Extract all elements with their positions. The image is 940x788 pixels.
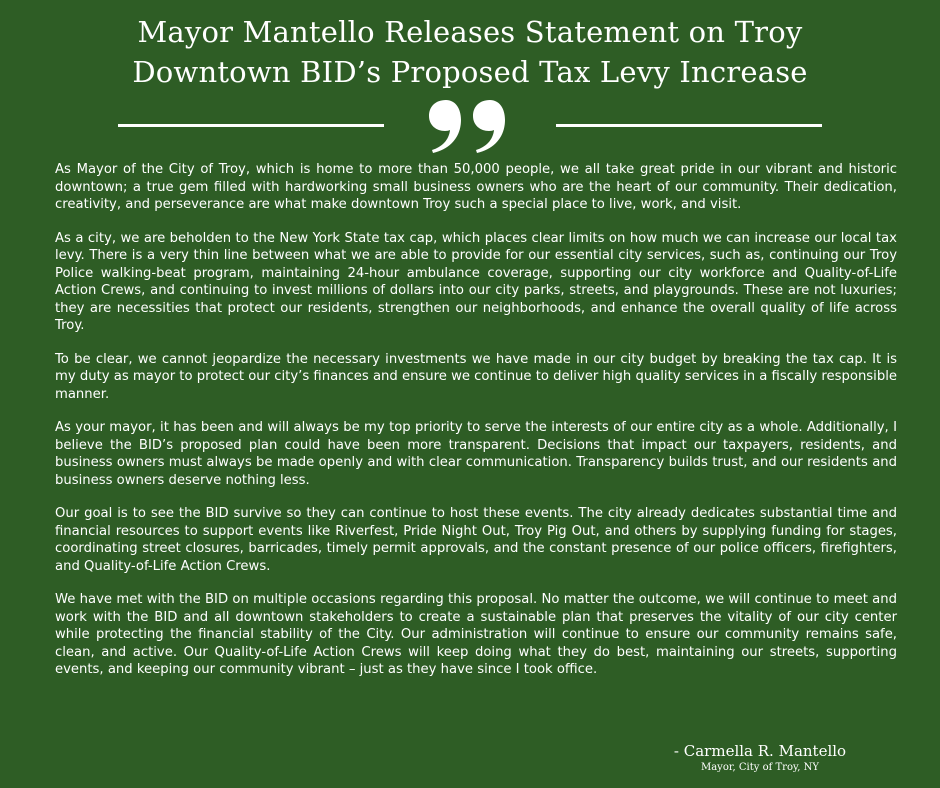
statement-paragraph: As a city, we are beholden to the New York State tax cap, which places clear limits on how much we can increase our local tax levy. There is a very thin line between what we are able to provide for our essential city services, such as, continuing our Troy Police walking-beat program, maintaining 24-hour ambulance coverage, supporting our city workforce and Quality-of-Life Action Crews, and continuing to invest millions of dollars into our city parks, streets, and playgrounds. These are not luxuries; they are necessities that protect our residents, strengthen our neighborhoods, and enhance the overall quality of life across Troy. bbox=[55, 230, 897, 333]
quote-divider bbox=[0, 96, 940, 156]
signature-title: Mayor, City of Troy, NY bbox=[700, 762, 819, 773]
title-line-2: Downtown BID’s Proposed Tax Levy Increase bbox=[132, 55, 808, 89]
statement-paragraph: Our goal is to see the BID survive so they can continue to host these events. The city already dedicates substantial time and financial resources to support events like Riverfest, Pride Night Out, Troy Pig Out, and others by supplying funding for stages, coordinating street closures, barricades, timely permit approvals, and the constant presence of our police officers, firefighters, and Quality-of-Life Action Crews. bbox=[55, 506, 897, 574]
statement-paragraph: We have met with the BID on multiple occasions regarding this proposal. No matter the outcome, we will continue to meet and work with the BID and all downtown stakeholders to create a sustainable plan that preserves the vitality of our city center while protecting the financial stability of the City. Our administration will continue to ensure our community remains safe, clean, and active. Our Quality-of-Life Action Crews will keep doing what they do best, maintaining our streets, supporting events, and keeping our community vibrant – just as they have since I took office. bbox=[55, 592, 897, 677]
statement-paragraph: To be clear, we cannot jeopardize the necessary investments we have made in our city budget by breaking the tax cap. It is my duty as mayor to protect our city’s finances and ensure we continue to deliver high quality services in a fiscally responsible manner. bbox=[55, 351, 897, 402]
divider-rule-left bbox=[118, 124, 384, 127]
statement-paragraph: As your mayor, it has been and will always be my top priority to serve the interests of our entire city as a whole. Additionally, I believe the BID’s proposed plan could have been more transparent. Decisions that impact our taxpayers, residents, and business owners must always be made openly and with clear communication. Transparency builds trust, and our residents and business owners deserve nothing less. bbox=[55, 420, 897, 488]
quote-marks-icon bbox=[427, 98, 515, 154]
page-title bbox=[0, 12, 940, 92]
divider-rule-right bbox=[556, 124, 822, 127]
statement-paragraph: As Mayor of the City of Troy, which is home to more than 50,000 people, we all take great pride in our vibrant and historic downtown; a true gem filled with hardworking small business owners who are the heart of our community. Their dedication, creativity, and perseverance are what make downtown Troy such a special place to live, work, and visit. bbox=[55, 162, 897, 212]
statement-body bbox=[55, 161, 897, 679]
signature-block bbox=[590, 741, 890, 775]
signature-name: - Carmella R. Mantello bbox=[673, 742, 847, 760]
title-line-1: Mayor Mantello Releases Statement on Troy bbox=[137, 15, 803, 49]
